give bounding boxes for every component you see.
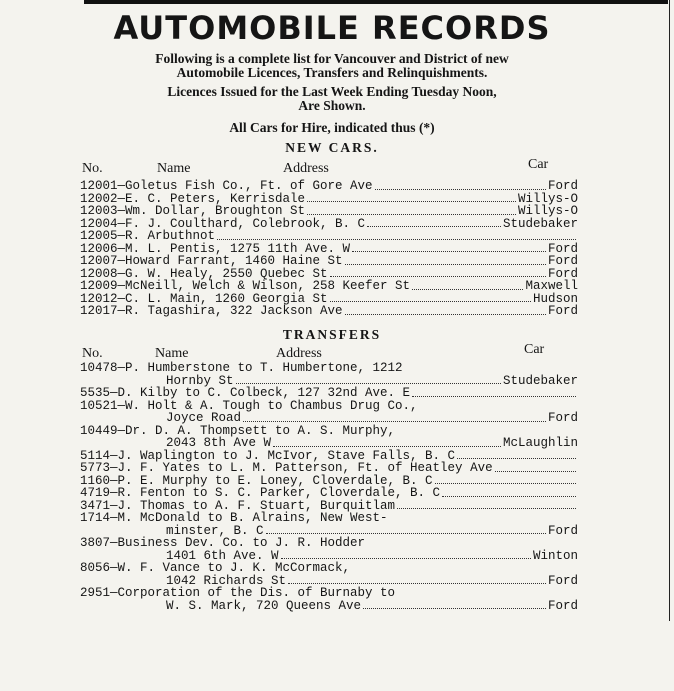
transfer-entry: 5114—J. Waplington to J. McIvor, Stave Falls, B. C	[80, 448, 456, 463]
transfer-row	[80, 400, 578, 413]
new-car-make: Ford	[547, 179, 578, 193]
transfer-row	[80, 462, 578, 475]
dot-leader	[457, 458, 576, 459]
dot-leader	[345, 264, 546, 265]
dot-leader	[330, 301, 531, 302]
transfer-car: Ford	[547, 523, 578, 538]
transfer-car: Ford	[547, 411, 578, 425]
dot-leader	[273, 446, 501, 447]
dot-leader	[236, 383, 501, 384]
dot-leader	[345, 314, 546, 315]
transfer-car: McLaughlin	[502, 436, 578, 450]
dot-leader	[435, 483, 576, 484]
intro-text	[84, 52, 580, 80]
transfer-entry: 10449—Dr. D. A. Thompsett to A. S. Murphy,	[80, 423, 396, 438]
new-car-make: Willys-O	[517, 191, 578, 206]
dot-leader	[412, 396, 576, 397]
dot-leader	[412, 289, 523, 290]
new-car-make: Maxwell	[525, 279, 578, 293]
new-cars-col-address: Address	[283, 161, 329, 176]
transfer-car: Ford	[547, 573, 578, 588]
new-car-entry: 12005—R. Arbuthnot	[80, 229, 216, 243]
dot-leader	[217, 239, 576, 240]
hire-note	[84, 121, 580, 135]
dot-leader	[375, 189, 546, 190]
new-car-make: Willys-O	[517, 204, 578, 218]
new-car-row	[80, 255, 578, 268]
new-car-entry: 12004—F. J. Coulthard, Colebrook, B. C	[80, 216, 366, 231]
new-car-entry: 12006—M. L. Pentis, 1275 11th Ave. W	[80, 241, 351, 256]
new-car-entry: 12012—C. L. Main, 1260 Georgia St	[80, 291, 328, 306]
new-cars-list	[80, 180, 578, 318]
transfer-entry: 8056—W. F. Vance to J. K. McCormack,	[80, 561, 351, 575]
transfer-entry: 3807—Business Dev. Co. to J. R. Hodder	[80, 536, 366, 550]
page-title: AUTOMOBILE RECORDS	[113, 9, 551, 47]
new-car-entry: 12007—Howard Farrant, 1460 Haine St	[80, 254, 343, 268]
dot-leader	[330, 276, 546, 277]
transfers-heading: TRANSFERS	[282, 327, 382, 342]
new-car-entry: 12003—Wm. Dollar, Broughton St	[80, 204, 306, 218]
dot-leader	[307, 214, 516, 215]
transfer-car: Winton	[532, 548, 578, 563]
new-car-entry: 12002—E. C. Peters, Kerrisdale	[80, 191, 306, 206]
new-cars-heading: NEW CARS.	[285, 140, 379, 155]
transfers-col-address: Address	[276, 346, 322, 361]
transfer-address: Joyce Road	[166, 411, 242, 425]
transfer-entry: 5535—D. Kilby to C. Colbeck, 127 32nd Ave. E	[80, 386, 411, 400]
transfer-entry: 4719—R. Fenton to S. C. Parker, Cloverdale, B. C	[80, 486, 441, 500]
issued-note	[84, 85, 580, 113]
transfers-list	[80, 362, 578, 612]
top-rule	[84, 0, 668, 4]
transfers-col-no: No.	[82, 346, 103, 361]
transfer-row-continued	[80, 437, 578, 450]
transfer-car: Ford	[547, 598, 578, 613]
new-car-make: Ford	[547, 266, 578, 281]
new-car-make: Ford	[547, 241, 578, 256]
hire-note-text: All Cars for Hire, indicated thus (*)	[229, 120, 435, 135]
new-car-make: Hudson	[532, 291, 578, 306]
transfer-entry: 1714—M. McDonald to B. Alrains, New West-	[80, 511, 388, 525]
transfer-address: minster, B. C	[166, 523, 264, 538]
new-car-make: Ford	[547, 304, 578, 318]
transfer-row	[80, 387, 578, 400]
dot-leader	[281, 558, 531, 559]
transfers-col-car: Car	[524, 342, 545, 357]
new-cars-col-name: Name	[157, 161, 191, 176]
transfer-entry: 2951—Corporation of the Dis. of Burnaby to	[80, 586, 396, 600]
new-car-row	[80, 230, 578, 243]
transfer-address: W. S. Mark, 720 Queens Ave	[166, 598, 362, 613]
intro-line-1: Following is a complete list for Vancouver and District of new	[155, 51, 509, 66]
dot-leader	[495, 471, 576, 472]
dot-leader	[266, 533, 546, 534]
column-rule	[669, 0, 670, 621]
dot-leader	[243, 421, 546, 422]
new-car-entry: 12009—McNeill, Welch & Wilson, 258 Keefer St	[80, 279, 411, 293]
transfer-row	[80, 537, 578, 550]
dot-leader	[288, 583, 546, 584]
transfer-address: Hornby St	[166, 373, 234, 388]
transfer-row	[80, 512, 578, 525]
transfer-row	[80, 487, 578, 500]
dot-leader	[442, 496, 576, 497]
new-car-make: Ford	[547, 254, 578, 268]
new-car-entry: 12008—G. W. Healy, 2550 Quebec St	[80, 266, 328, 281]
new-cars-col-car: Car	[528, 157, 549, 172]
transfer-address: 2043 8th Ave W	[166, 436, 272, 450]
new-car-entry: 12017—R. Tagashira, 322 Jackson Ave	[80, 304, 343, 318]
new-car-make: Studebaker	[502, 216, 578, 231]
new-cars-col-no: No.	[82, 161, 103, 176]
new-car-entry: 12001—Goletus Fish Co., Ft. of Gore Ave	[80, 179, 373, 193]
transfer-row-continued	[80, 412, 578, 425]
dot-leader	[307, 201, 516, 202]
transfer-row	[80, 362, 578, 375]
transfer-address: 1401 6th Ave. W	[166, 548, 279, 563]
issued-line-1: Licences Issued for the Last Week Ending Tuesday Noon,	[167, 84, 497, 99]
transfer-entry: 10478—P. Humberstone to T. Humbertone, 1212	[80, 361, 403, 375]
transfer-entry: 10521—W. Holt & A. Tough to Chambus Drug Co.,	[80, 398, 418, 413]
dot-leader	[352, 251, 546, 252]
transfer-row	[80, 562, 578, 575]
dot-leader	[363, 608, 546, 609]
transfer-address: 1042 Richards St	[166, 573, 287, 588]
new-car-row	[80, 280, 578, 293]
transfer-entry: 5773—J. F. Yates to L. M. Patterson, Ft. of Heatley Ave	[80, 461, 493, 475]
dot-leader	[367, 226, 501, 227]
new-car-row	[80, 205, 578, 218]
new-car-row	[80, 180, 578, 193]
transfer-entry: 3471—J. Thomas to A. F. Stuart, Burquitlam	[80, 498, 396, 513]
new-car-row	[80, 305, 578, 318]
intro-line-2: Automobile Licences, Transfers and Relinquishments.	[176, 65, 488, 80]
transfer-row	[80, 587, 578, 600]
transfer-entry: 1160—P. E. Murphy to E. Loney, Cloverdale, B. C	[80, 473, 433, 488]
issued-line-2: Are Shown.	[298, 98, 366, 113]
transfer-row-continued	[80, 600, 578, 613]
transfer-car: Studebaker	[502, 373, 578, 388]
dot-leader	[397, 508, 576, 509]
transfers-col-name: Name	[155, 346, 189, 361]
